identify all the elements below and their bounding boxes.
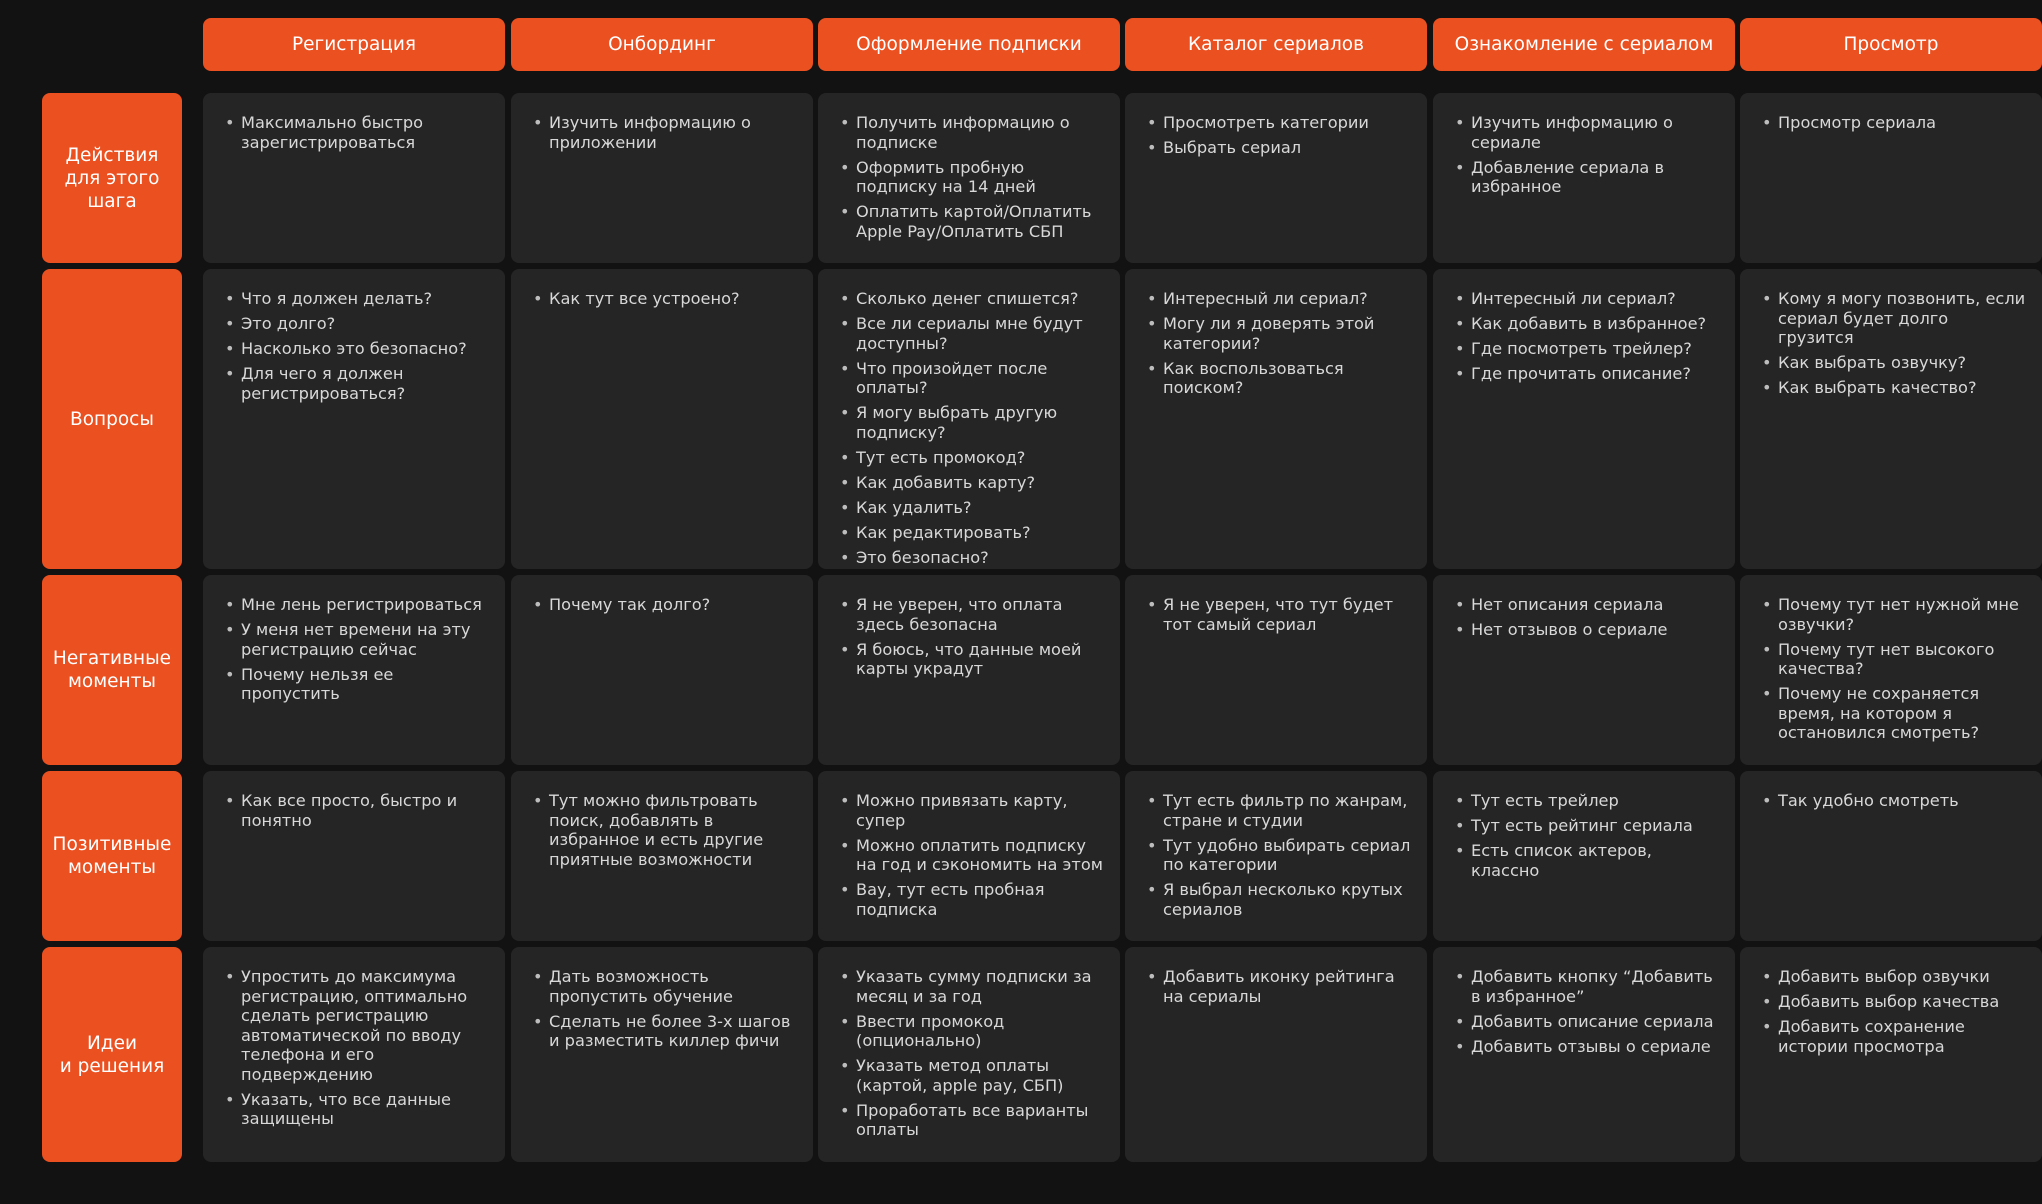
journey-cell — [511, 269, 813, 569]
cell-bullet-item: • Интересный ли сериал? — [1145, 289, 1413, 309]
journey-cell — [1433, 93, 1735, 263]
journey-cell — [1125, 575, 1427, 765]
cell-bullet-item: • Тут можно фильтровать поиск, добавлять в избранное и есть другие приятные возможности — [531, 791, 799, 869]
row-label-actions: Действия для этого шага — [42, 93, 182, 263]
journey-cell — [203, 771, 505, 941]
cell-bullet-list — [531, 113, 799, 152]
journey-cell — [511, 93, 813, 263]
cell-bullet-list — [1145, 113, 1413, 158]
cell-bullet-item: • Я могу выбрать другую подписку? — [838, 403, 1106, 442]
journey-cell — [818, 269, 1120, 569]
cell-bullet-item: • Указать метод оплаты (картой, apple pay, СБП) — [838, 1056, 1106, 1095]
stage-header-series-intro: Ознакомление с сериалом — [1433, 18, 1735, 71]
cell-bullet-list — [838, 595, 1106, 679]
cell-bullet-item: • Насколько это безопасно? — [223, 339, 491, 359]
cell-bullet-item: • У меня нет времени на эту регистрацию сейчас — [223, 620, 491, 659]
journey-cell — [1740, 947, 2042, 1162]
cell-bullet-list — [1760, 113, 2028, 133]
cell-bullet-item: • Я не уверен, что тут будет тот самый сериал — [1145, 595, 1413, 634]
cell-bullet-item: • Указать, что все данные защищены — [223, 1090, 491, 1129]
row-label-questions: Вопросы — [42, 269, 182, 569]
cell-bullet-list — [1760, 967, 2028, 1056]
cell-bullet-item: • Как удалить? — [838, 498, 1106, 518]
cell-bullet-list — [838, 113, 1106, 241]
cell-bullet-item: • Получить информацию о подписке — [838, 113, 1106, 152]
cell-bullet-item: • Почему тут нет нужной мне озвучки? — [1760, 595, 2028, 634]
cell-bullet-item: • Изучить информацию о сериале — [1453, 113, 1721, 152]
cell-bullet-item: • Как редактировать? — [838, 523, 1106, 543]
journey-cell — [818, 771, 1120, 941]
cell-bullet-list — [1145, 289, 1413, 398]
cell-bullet-item: • Это долго? — [223, 314, 491, 334]
cell-bullet-item: • Указать сумму подписки за месяц и за год — [838, 967, 1106, 1006]
journey-cell — [203, 575, 505, 765]
cell-bullet-item: • Максимально быстро зарегистрироваться — [223, 113, 491, 152]
cell-bullet-item: • Я боюсь, что данные моей карты украдут — [838, 640, 1106, 679]
journey-cell — [818, 947, 1120, 1162]
stage-header-catalog: Каталог сериалов — [1125, 18, 1427, 71]
journey-cell — [818, 575, 1120, 765]
cell-bullet-item: • Почему тут нет высокого качества? — [1760, 640, 2028, 679]
row-label-positive: Позитивные моменты — [42, 771, 182, 941]
cell-bullet-list — [838, 791, 1106, 919]
cell-bullet-list — [1453, 967, 1721, 1056]
journey-cell — [203, 269, 505, 569]
cell-bullet-list — [1760, 791, 2028, 811]
cell-bullet-item: • Ввести промокод (опционально) — [838, 1012, 1106, 1051]
journey-cell — [1740, 93, 2042, 263]
cell-bullet-item: • Для чего я должен регистрироваться? — [223, 364, 491, 403]
cell-bullet-list — [531, 289, 799, 309]
cell-bullet-item: • Сколько денег спишется? — [838, 289, 1106, 309]
journey-cell — [1125, 93, 1427, 263]
cell-bullet-list — [1145, 791, 1413, 919]
cell-bullet-item: • Проработать все варианты оплаты — [838, 1101, 1106, 1140]
cell-bullet-item: • Как воспользоваться поиском? — [1145, 359, 1413, 398]
cell-bullet-item: • Сделать не более 3-х шагов и разместить киллер фичи — [531, 1012, 799, 1051]
cell-bullet-list — [223, 967, 491, 1129]
cell-bullet-list — [1453, 791, 1721, 880]
cell-bullet-list — [223, 113, 491, 152]
journey-cell — [1433, 575, 1735, 765]
stage-header-onboarding: Онбординг — [511, 18, 813, 71]
cell-bullet-item: • Просмотр сериала — [1760, 113, 2028, 133]
row-label-negative: Негативные моменты — [42, 575, 182, 765]
journey-cell — [1740, 771, 2042, 941]
journey-cell — [203, 947, 505, 1162]
cell-bullet-list — [1453, 113, 1721, 197]
cell-bullet-item: • Я не уверен, что оплата здесь безопасна — [838, 595, 1106, 634]
cell-bullet-list — [223, 289, 491, 403]
stage-header-subscription: Оформление подписки — [818, 18, 1120, 71]
journey-cell — [1433, 771, 1735, 941]
journey-cell — [203, 93, 505, 263]
cell-bullet-item: • Тут есть трейлер — [1453, 791, 1721, 811]
cell-bullet-item: • Дать возможность пропустить обучение — [531, 967, 799, 1006]
cell-bullet-item: • Как выбрать озвучку? — [1760, 353, 2028, 373]
cell-bullet-item: • Оформить пробную подписку на 14 дней — [838, 158, 1106, 197]
cell-bullet-item: • Добавить сохранение истории просмотра — [1760, 1017, 2028, 1056]
row-label-ideas: Идеи и решения — [42, 947, 182, 1162]
cell-bullet-item: • Тут есть промокод? — [838, 448, 1106, 468]
stage-header-registration: Регистрация — [203, 18, 505, 71]
cell-bullet-item: • Можно оплатить подписку на год и сэкономить на этом — [838, 836, 1106, 875]
cell-bullet-item: • Интересный ли сериал? — [1453, 289, 1721, 309]
cell-bullet-item: • Тут есть фильтр по жанрам, стране и студии — [1145, 791, 1413, 830]
cell-bullet-item: • Есть список актеров, классно — [1453, 841, 1721, 880]
cell-bullet-item: • Добавление сериала в избранное — [1453, 158, 1721, 197]
cell-bullet-item: • Как все просто, быстро и понятно — [223, 791, 491, 830]
journey-cell — [818, 93, 1120, 263]
cell-bullet-item: • Как добавить в избранное? — [1453, 314, 1721, 334]
cell-bullet-list — [1453, 289, 1721, 384]
journey-cell — [1433, 947, 1735, 1162]
journey-cell — [1125, 269, 1427, 569]
cell-bullet-item: • Нет отзывов о сериале — [1453, 620, 1721, 640]
cell-bullet-item: • Как добавить карту? — [838, 473, 1106, 493]
cell-bullet-list — [1453, 595, 1721, 640]
cell-bullet-list — [223, 791, 491, 830]
cell-bullet-list — [1760, 595, 2028, 743]
cell-bullet-item: • Просмотреть категории — [1145, 113, 1413, 133]
cell-bullet-item: • Где прочитать описание? — [1453, 364, 1721, 384]
cell-bullet-item: • Упростить до максимума регистрацию, оптимально сделать регистрацию автоматической по вводу телефона и его подверждению — [223, 967, 491, 1084]
cell-bullet-item: • Добавить отзывы о сериале — [1453, 1037, 1721, 1057]
journey-cell — [1125, 771, 1427, 941]
cell-bullet-list — [1760, 289, 2028, 398]
cell-bullet-item: • Я выбрал несколько крутых сериалов — [1145, 880, 1413, 919]
journey-cell — [511, 771, 813, 941]
stage-header-viewing: Просмотр — [1740, 18, 2042, 71]
cell-bullet-list — [531, 595, 799, 615]
cell-bullet-item: • Мне лень регистрироваться — [223, 595, 491, 615]
cell-bullet-item: • Выбрать сериал — [1145, 138, 1413, 158]
journey-cell — [1740, 575, 2042, 765]
cell-bullet-item: • Нет описания сериала — [1453, 595, 1721, 615]
cell-bullet-item: • Почему так долго? — [531, 595, 799, 615]
cell-bullet-item: • Вау, тут есть пробная подписка — [838, 880, 1106, 919]
cell-bullet-item: • Добавить выбор качества — [1760, 992, 2028, 1012]
cell-bullet-item: • Это безопасно? — [838, 548, 1106, 568]
cell-bullet-item: • Можно привязать карту, супер — [838, 791, 1106, 830]
cell-bullet-item: • Все ли сериалы мне будут доступны? — [838, 314, 1106, 353]
cell-bullet-list — [531, 791, 799, 869]
cell-bullet-item: • Где посмотреть трейлер? — [1453, 339, 1721, 359]
cell-bullet-item: • Что произойдет после оплаты? — [838, 359, 1106, 398]
cell-bullet-item: • Добавить иконку рейтинга на сериалы — [1145, 967, 1413, 1006]
cell-bullet-item: • Оплатить картой/Оплатить Apple Pay/Оплатить СБП — [838, 202, 1106, 241]
cell-bullet-list — [223, 595, 491, 704]
cell-bullet-item: • Могу ли я доверять этой категории? — [1145, 314, 1413, 353]
cell-bullet-list — [1145, 967, 1413, 1006]
cell-bullet-item: • Как тут все устроено? — [531, 289, 799, 309]
cell-bullet-list — [838, 289, 1106, 567]
cell-bullet-item: • Добавить выбор озвучки — [1760, 967, 2028, 987]
journey-cell — [511, 947, 813, 1162]
cell-bullet-item: • Кому я могу позвонить, если сериал будет долго грузится — [1760, 289, 2028, 348]
journey-cell — [511, 575, 813, 765]
cell-bullet-item: • Так удобно смотреть — [1760, 791, 2028, 811]
cell-bullet-item: • Тут есть рейтинг сериала — [1453, 816, 1721, 836]
cell-bullet-item: • Изучить информацию о приложении — [531, 113, 799, 152]
journey-cell — [1740, 269, 2042, 569]
cell-bullet-item: • Почему нельзя ее пропустить — [223, 665, 491, 704]
cell-bullet-item: • Добавить кнопку “Добавить в избранное” — [1453, 967, 1721, 1006]
journey-cell — [1125, 947, 1427, 1162]
cell-bullet-item: • Как выбрать качество? — [1760, 378, 2028, 398]
cell-bullet-list — [838, 967, 1106, 1140]
cell-bullet-list — [531, 967, 799, 1051]
journey-cell — [1433, 269, 1735, 569]
cell-bullet-item: • Почему не сохраняется время, на котором я остановился смотреть? — [1760, 684, 2028, 743]
cell-bullet-list — [1145, 595, 1413, 634]
cell-bullet-item: • Тут удобно выбирать сериал по категории — [1145, 836, 1413, 875]
cell-bullet-item: • Что я должен делать? — [223, 289, 491, 309]
cell-bullet-item: • Добавить описание сериала — [1453, 1012, 1721, 1032]
